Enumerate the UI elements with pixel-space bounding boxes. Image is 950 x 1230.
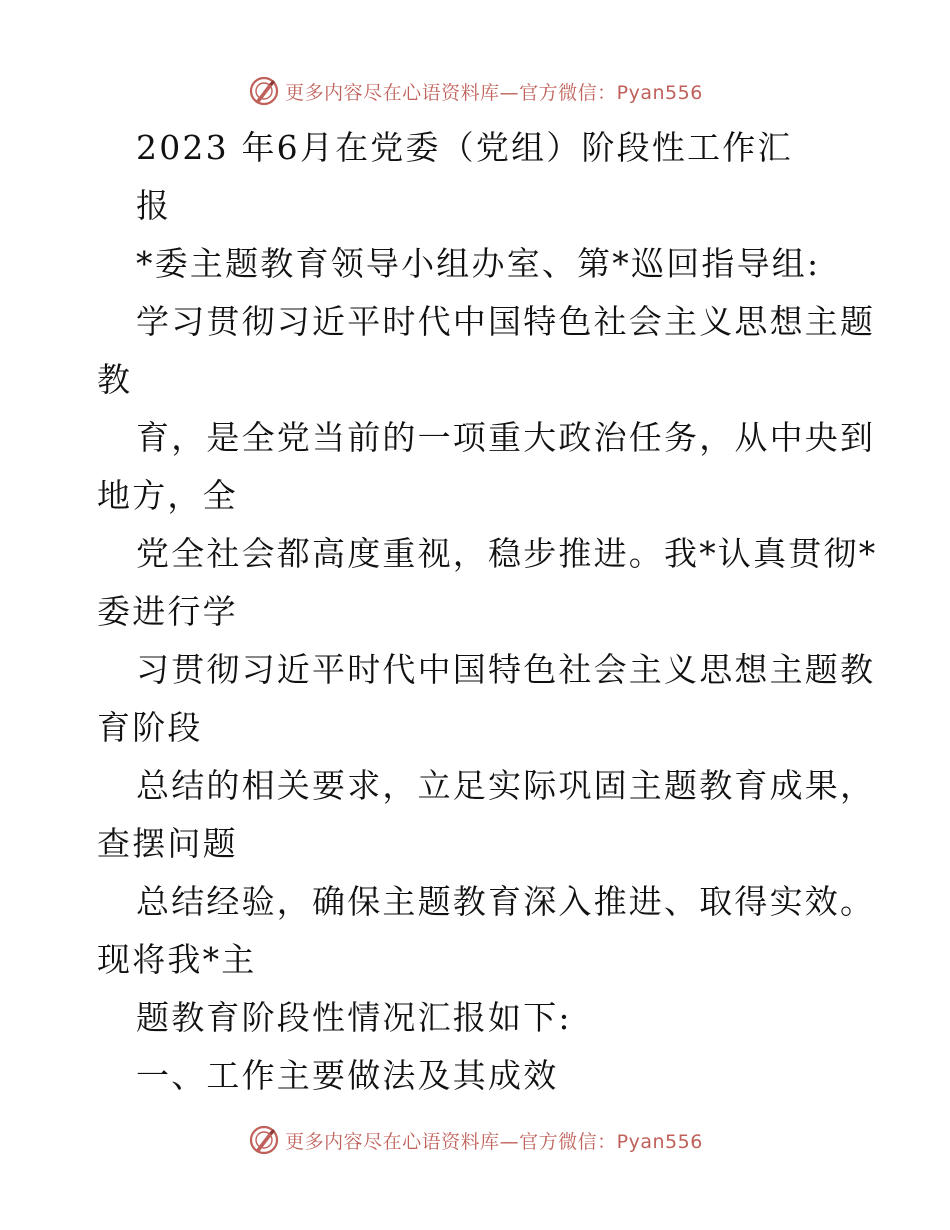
watermark-text: 更多内容尽在心语资料库—官方微信：Pyan556: [285, 81, 703, 104]
paragraph-line: 学习贯彻习近平时代中国特色社会主义思想主题: [136, 302, 876, 341]
watermark-group: [247, 1123, 703, 1157]
watermark-text: 更多内容尽在心语资料库—官方微信：Pyan556: [285, 1130, 703, 1153]
seal-logo-icon: [247, 74, 281, 108]
paragraph-line: 育，是全党当前的一项重大政治任务，从中央到: [136, 418, 876, 457]
seal-logo-icon: [247, 1123, 281, 1157]
paragraph-line: 习贯彻习近平时代中国特色社会主义思想主题教: [136, 650, 876, 689]
section-heading: 一、工作主要做法及其成效: [136, 1056, 559, 1095]
salutation: *委主题教育领导小组办室、第*巡回指导组:: [136, 244, 821, 283]
paragraph-line: 现将我*主: [97, 940, 257, 979]
watermark-group: [247, 74, 703, 108]
paragraph-line: 育阶段: [97, 708, 203, 747]
paragraph-line: 教: [97, 360, 133, 399]
watermark-footer: [0, 1120, 950, 1160]
paragraph-line: 委进行学: [97, 592, 238, 631]
paragraph-line: 题教育阶段性情况汇报如下:: [136, 998, 572, 1037]
paragraph-line: 党全社会都高度重视，稳步推进。我*认真贯彻*: [136, 534, 878, 573]
paragraph-line: 总结的相关要求，立足实际巩固主题教育成果，: [136, 766, 876, 805]
paragraph-line: 查摆问题: [97, 824, 238, 863]
paragraph-line: 总结经验，确保主题教育深入推进、取得实效。: [136, 882, 876, 921]
watermark-header: [0, 71, 950, 111]
document-title-line-2: 报: [136, 186, 172, 225]
document-title-line-1: 2023 年6月在党委（党组）阶段性工作汇: [136, 128, 793, 167]
paragraph-line: 地方，全: [97, 476, 238, 515]
